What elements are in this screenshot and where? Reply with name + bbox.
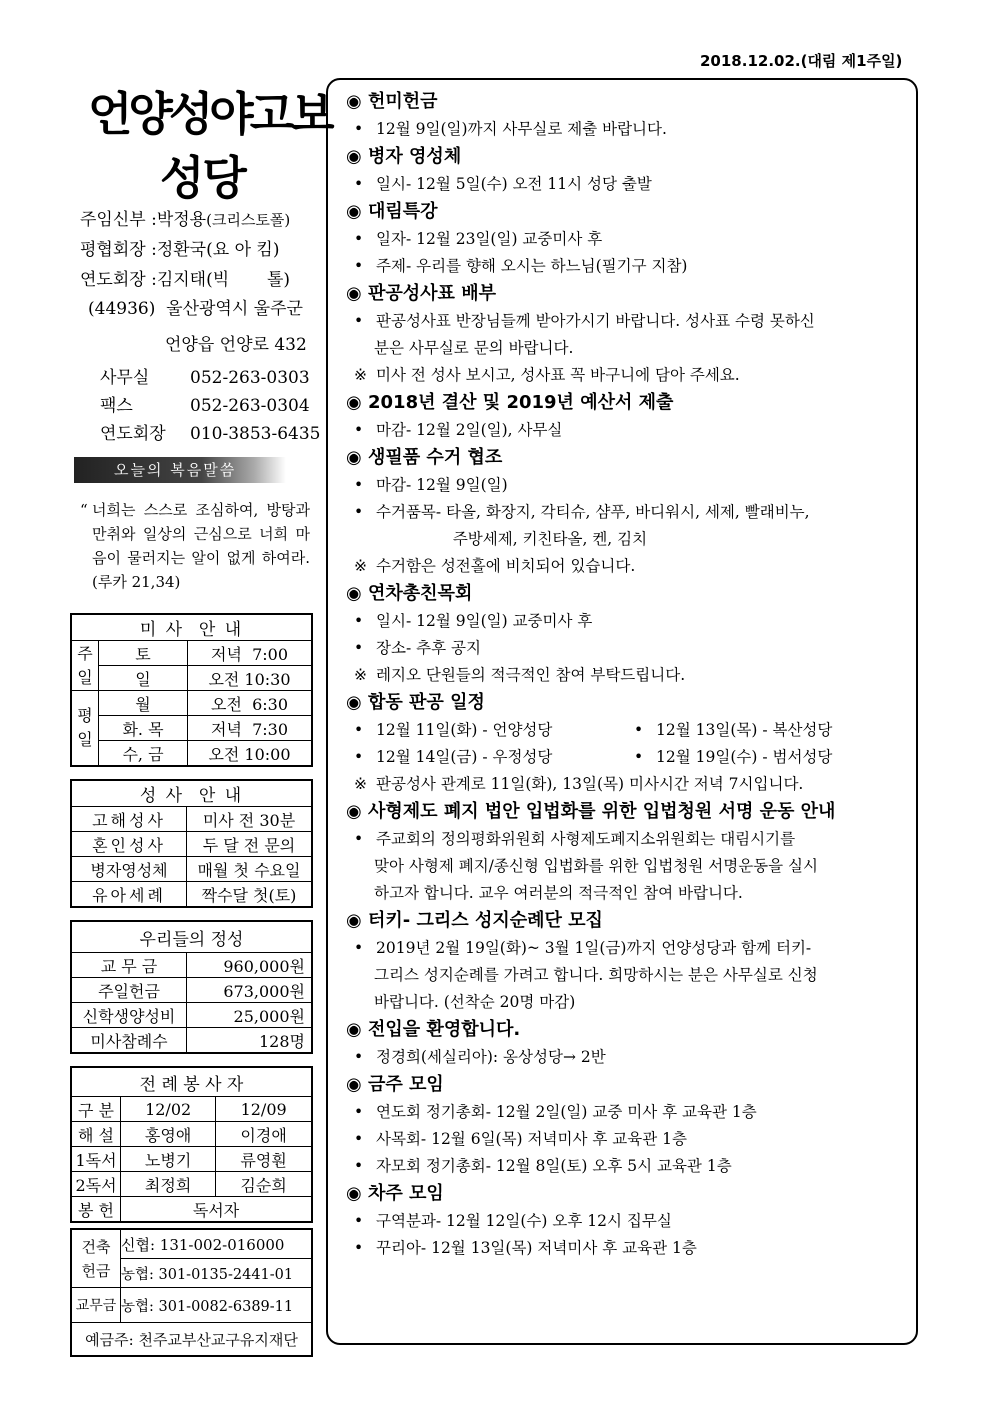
notice-section [346, 580, 906, 689]
notice-heading-text: 대림특강 [368, 201, 438, 222]
staff-row: 연도회장 :김지태(빅 톨) [80, 270, 291, 290]
notice-item-text: 수거품목- 타올, 화장지, 각티슈, 샴푸, 바디워시, 세제, 빨래비누, [376, 503, 810, 521]
notice-item-text: 12월 14일(금) - 우정성당 [376, 748, 553, 766]
bullet: • [354, 1239, 364, 1257]
notice-item [626, 717, 906, 744]
notice-item [346, 635, 906, 662]
minister-table: 전 례 봉 사 자 구 분 12/02 12/09 해 설 홍영애 이경애 1독서 노병기 류영훤 2독서 최정희 김순희 봉 헌 독서자 [70, 1066, 313, 1223]
bullet: ※ [354, 557, 367, 575]
notice-section [346, 88, 906, 143]
notice-item [346, 171, 906, 198]
bullet: • [354, 1048, 364, 1066]
bullseye-icon: ◉ [346, 583, 362, 604]
notice-heading-text: 합동 판공 일정 [368, 692, 485, 713]
bullet: • [354, 230, 364, 248]
notice-item [346, 1126, 906, 1153]
bullseye-icon: ◉ [346, 801, 362, 822]
bullet: • [354, 312, 364, 330]
notice-item-text: 주제- 우리를 향해 오시는 하느님(필기구 지참) [376, 257, 688, 275]
notice-item-text: 일자- 12월 23일(일) 교중미사 후 [376, 230, 603, 248]
notice-item [346, 1208, 906, 1235]
notice-heading [346, 1180, 906, 1208]
notice-section [346, 689, 906, 798]
notice-item-text: 12월 13일(목) - 복산성당 [656, 721, 833, 739]
bullet: • [634, 721, 644, 739]
address-line-2: 언양읍 언양로 432 [165, 335, 307, 355]
notice-item-text: 자모회 정기총회- 12월 8일(토) 오후 5시 교육관 1층 [376, 1157, 732, 1175]
bullet: • [354, 1103, 364, 1121]
notice-item-text: 일시- 12월 5일(수) 오전 11시 성당 출발 [376, 175, 652, 193]
notice-item-text: 2019년 2월 19일(화)~ 3월 1일(금)까지 언양성당과 함께 터키- [376, 939, 812, 957]
notice-heading [346, 1016, 906, 1044]
offering-table: 우리들의 정성 교 무 금 960,000원 주일헌금 673,000원 신학생양성비 25,000원 미사참례수 128명 [70, 920, 313, 1054]
bullseye-icon: ◉ [346, 392, 362, 413]
notice-section [346, 143, 906, 198]
notice-item [346, 662, 906, 689]
minister-title: 전 례 봉 사 자 [71, 1067, 312, 1097]
bullseye-icon: ◉ [346, 692, 362, 713]
mass-sunday-label: 주일 [71, 641, 99, 691]
bullet: • [354, 1157, 364, 1175]
notice-item [346, 826, 906, 853]
notice-heading [346, 88, 906, 116]
mass-weekday-label: 평일 [71, 691, 99, 767]
notice-heading-text: 병자 영성체 [368, 146, 462, 167]
staff-row: 주임신부 :박정용(크리스토폴) [80, 210, 291, 230]
notice-item-text: 12월 11일(화) - 언양성당 [376, 721, 553, 739]
bullseye-icon: ◉ [346, 146, 362, 167]
notice-item [346, 253, 906, 280]
notice-heading [346, 798, 906, 826]
bullet: • [634, 748, 644, 766]
notice-section [346, 198, 906, 280]
building-fund-label: 건축헌금 [71, 1229, 121, 1288]
notice-heading [346, 198, 906, 226]
notice-heading-text: 2018년 결산 및 2019년 예산서 제출 [368, 392, 674, 413]
bullet: • [354, 748, 364, 766]
notice-item [346, 553, 906, 580]
notice-item-text: 주교회의 정의평화위원회 사형제도폐지소위원회는 대림시기를 [376, 830, 796, 848]
notice-section [346, 280, 906, 389]
notice-section [346, 444, 906, 580]
notice-item-continuation: 주방세제, 키친타올, 켄, 김치 [374, 530, 648, 548]
notice-item-text: 꾸리아- 12월 13일(목) 저녁미사 후 교육관 1층 [376, 1239, 697, 1257]
notice-heading-text: 터키- 그리스 성지순례단 모집 [368, 910, 603, 931]
notice-heading-text: 전입을 환영합니다. [368, 1019, 521, 1040]
bullet: • [354, 421, 364, 439]
notice-heading [346, 444, 906, 472]
notice-item-text: 사목회- 12월 6일(목) 저녁미사 후 교육관 1층 [376, 1130, 687, 1148]
notice-item [346, 1044, 906, 1071]
bullet: • [354, 1130, 364, 1148]
notice-item-continuation: 맞아 사형제 폐지/종신형 입법화를 위한 입법청원 서명운동을 실시 [374, 857, 818, 875]
bullet: • [354, 120, 364, 138]
notice-two-column-row [346, 717, 906, 744]
phone-row: 팩스 052-263-0304 [100, 396, 310, 416]
notice-item-text: 12월 19일(수) - 범서성당 [656, 748, 833, 766]
issue-date: 2018.12.02.(대림 제1주일) [700, 52, 903, 70]
notice-item-text: 구역분과- 12월 12일(수) 오후 12시 집무실 [376, 1212, 672, 1230]
bullet: • [354, 612, 364, 630]
bullseye-icon: ◉ [346, 201, 362, 222]
notice-item [346, 1235, 906, 1262]
notice-heading [346, 1071, 906, 1099]
notice-heading [346, 907, 906, 935]
notice-heading-text: 헌미헌금 [368, 91, 438, 112]
notice-item [346, 362, 906, 389]
gospel-header: 오늘의 복음말씀 [74, 457, 286, 483]
bullseye-icon: ◉ [346, 1074, 362, 1095]
notice-heading [346, 389, 906, 417]
notice-section [346, 907, 906, 1016]
notice-item [346, 499, 906, 526]
notice-item-text: 12월 9일(일)까지 사무실로 제출 바랍니다. [376, 120, 667, 138]
bullet: ※ [354, 775, 367, 793]
notice-item-text: 레지오 단원들의 적극적인 참여 부탁드립니다. [376, 666, 686, 684]
notice-item [346, 935, 906, 962]
bullet: • [354, 721, 364, 739]
address-line-1: (44936) 울산광역시 울주군 [88, 299, 303, 319]
notice-item [346, 308, 906, 335]
bullet: • [354, 503, 364, 521]
notice-item [346, 744, 626, 771]
notice-item-continuation: 하고자 합니다. 교우 여러분의 적극적인 참여 바랍니다. [374, 884, 743, 902]
bullet: • [354, 1212, 364, 1230]
offering-title: 우리들의 정성 [71, 921, 312, 953]
notice-section [346, 1016, 906, 1071]
notice-item-text: 정경희(세실리아): 옹상성당→ 2반 [376, 1048, 606, 1066]
notice-heading-text: 차주 모임 [368, 1183, 444, 1204]
bullseye-icon: ◉ [346, 91, 362, 112]
mass-table: 미 사 안 내 주일 토 저녁 7:00 일 오전 10:30 평일 월 오전 6:30 화. 목 저녁 7:30 수, 금 오전 10:00 [70, 613, 313, 767]
bullseye-icon: ◉ [346, 283, 362, 304]
notice-item-text: 일시- 12월 9일(일) 교중미사 후 [376, 612, 593, 630]
bullet: • [354, 939, 364, 957]
notice-heading-text: 생필품 수거 협조 [368, 447, 503, 468]
notice-item-continuation: 분은 사무실로 문의 바랍니다. [374, 339, 574, 357]
sacrament-title: 성 사 안 내 [71, 780, 312, 807]
notice-two-column-row [346, 744, 906, 771]
notice-item [626, 744, 906, 771]
bullet: ※ [354, 366, 367, 384]
notice-item-text: 판공성사 관계로 11일(화), 13일(목) 미사시간 저녁 7시입니다. [376, 775, 804, 793]
bullet: • [354, 830, 364, 848]
notice-section [346, 1071, 906, 1180]
bullet: • [354, 476, 364, 494]
parish-title-sub: 성당 [160, 151, 245, 205]
bullseye-icon: ◉ [346, 447, 362, 468]
notice-item [346, 717, 626, 744]
notice-item [346, 472, 906, 499]
notice-item-continuation: 바랍니다. (선착순 20명 마감) [374, 993, 576, 1011]
notice-item [346, 116, 906, 143]
notice-heading-text: 연차총친목회 [368, 583, 473, 604]
bullseye-icon: ◉ [346, 910, 362, 931]
notice-item-text: 장소- 추후 공지 [376, 639, 481, 657]
notice-item [346, 1153, 906, 1180]
account-table: 건축헌금 신협: 131-002-016000 농협: 301-0135-2441-01 교무금 농협: 301-0082-6389-11 예금주: 천주교부산교구유지재단 [70, 1228, 313, 1357]
notice-heading [346, 280, 906, 308]
bullseye-icon: ◉ [346, 1019, 362, 1040]
bullet: ※ [354, 666, 367, 684]
notice-list [346, 88, 906, 1262]
bullet: • [354, 175, 364, 193]
notice-item [346, 417, 906, 444]
notice-heading-text: 사형제도 폐지 법안 입법화를 위한 입법청원 서명 운동 안내 [368, 801, 836, 822]
notice-item-text: 마감- 12월 9일(일) [376, 476, 508, 494]
notice-item-text: 연도회 정기총회- 12월 2일(일) 교중 미사 후 교육관 1층 [376, 1103, 757, 1121]
staff-list [80, 205, 290, 295]
sacrament-table: 성 사 안 내 고해성사 미사 전 30분 혼인성사 두 달 전 문의 병자영성체 매월 첫 수요일 유아세례 짝수달 첫(토) [70, 779, 313, 908]
notice-heading-text: 판공성사표 배부 [368, 283, 496, 304]
notice-section [346, 389, 906, 444]
staff-row: 평협회장 :정환국(요 아 킴) [80, 240, 280, 260]
notice-item-text: 판공성사표 반장님들께 받아가시기 바랍니다. 성사표 수령 못하신 [376, 312, 815, 330]
notice-item [346, 771, 906, 798]
notice-heading [346, 143, 906, 171]
phone-row: 사무실 052-263-0303 [100, 368, 310, 388]
phone-row: 연도회장 010-3853-6435 [100, 424, 321, 444]
mass-title: 미 사 안 내 [71, 614, 312, 641]
notice-heading [346, 689, 906, 717]
parish-title: 언양성야고보 [88, 87, 331, 141]
notice-item-text: 미사 전 성사 보시고, 성사표 꼭 바구니에 담아 주세요. [376, 366, 740, 384]
notice-heading [346, 580, 906, 608]
notice-item-text: 수거함은 성전홀에 비치되어 있습니다. [376, 557, 636, 575]
phone-list [100, 364, 320, 448]
bullseye-icon: ◉ [346, 1183, 362, 1204]
bullet: • [354, 257, 364, 275]
notice-item [346, 608, 906, 635]
notice-item-text: 마감- 12월 2일(일), 사무실 [376, 421, 563, 439]
bullet: • [354, 639, 364, 657]
notice-item [346, 226, 906, 253]
notice-heading-text: 금주 모임 [368, 1074, 444, 1095]
notice-item [346, 1099, 906, 1126]
notice-item-continuation: 그리스 성지순례를 가려고 합니다. 희망하시는 분은 사무실로 신청 [374, 966, 818, 984]
notice-section [346, 1180, 906, 1262]
gospel-quote: “ 너희는 스스로 조심하여, 방탕과 만취와 일상의 근심으로 너희 마음이 물러지는 알이 없게 하여라. (루카 21,34) [80, 501, 310, 591]
notice-section [346, 798, 906, 907]
